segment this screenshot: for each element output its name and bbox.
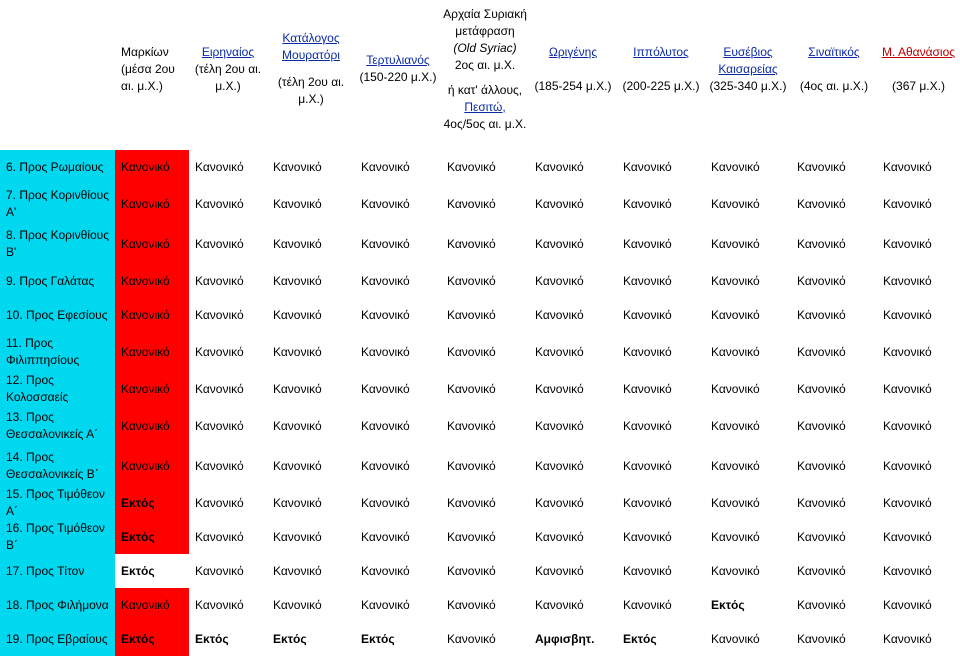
status-cell: Κανονικό [797, 160, 846, 174]
status-cell: Κανονικό [711, 274, 760, 288]
status-cell: Κανονικό [115, 372, 189, 406]
status-cell: Κανονικό [535, 345, 584, 359]
status-cell: Κανονικό [447, 459, 496, 473]
status-cell: Κανονικό [797, 496, 846, 510]
status-cell: Κανονικό [711, 197, 760, 211]
status-cell: Κανονικό [623, 308, 672, 322]
status-cell: Κανονικό [623, 197, 672, 211]
status-cell: Κανονικό [535, 160, 584, 174]
status-cell: Εκτός [121, 564, 155, 578]
status-cell: Κανονικό [361, 197, 410, 211]
status-cell: Κανονικό [623, 345, 672, 359]
status-cell: Κανονικό [195, 160, 244, 174]
status-cell: Κανονικό [535, 308, 584, 322]
status-cell: Κανονικό [273, 419, 322, 433]
header-line: (185-254 μ.Χ.) [534, 78, 612, 93]
status-cell: Εκτός [115, 622, 189, 656]
status-cell: Κανονικό [535, 530, 584, 544]
status-cell: Κανονικό [361, 459, 410, 473]
status-cell: Κανονικό [447, 308, 496, 322]
status-cell: Κανονικό [535, 564, 584, 578]
header-line: αι. μ.Χ.) [121, 78, 163, 93]
table-row [0, 486, 960, 520]
header-line: ή κατ' άλλους, [447, 82, 523, 97]
status-cell: Κανονικό [883, 564, 932, 578]
status-cell: Κανονικό [711, 564, 760, 578]
header-link[interactable]: Καισαρείας [718, 61, 778, 76]
header-muratorian[interactable] [267, 0, 355, 138]
table-row [0, 150, 960, 184]
status-cell: Κανονικό [623, 274, 672, 288]
status-cell: Κανονικό [273, 274, 322, 288]
status-cell: Κανονικό [273, 530, 322, 544]
status-cell: Κανονικό [447, 632, 496, 646]
header-hippolytus[interactable] [617, 0, 705, 138]
status-cell: Κανονικό [115, 406, 189, 446]
status-cell: Κανονικό [273, 382, 322, 396]
status-cell: Κανονικό [273, 459, 322, 473]
status-cell: Κανονικό [883, 459, 932, 473]
header-line: μ.Χ.) [298, 92, 324, 106]
status-cell: Κανονικό [797, 382, 846, 396]
status-cell: Κανονικό [273, 598, 322, 612]
status-cell: Κανονικό [883, 382, 932, 396]
status-cell: Κανονικό [447, 419, 496, 433]
status-cell: Κανονικό [447, 197, 496, 211]
status-cell: Κανονικό [797, 530, 846, 544]
table-row [0, 184, 960, 224]
status-cell: Κανονικό [883, 496, 932, 510]
header-line: (Old Syriac) [453, 40, 517, 55]
status-cell: Εκτός [711, 598, 745, 612]
table-row [0, 588, 960, 622]
status-cell: Κανονικό [115, 150, 189, 184]
header-tertullian[interactable] [355, 0, 441, 138]
status-cell: Κανονικό [195, 564, 244, 578]
status-cell: Κανονικό [535, 598, 584, 612]
status-cell: Κανονικό [115, 224, 189, 264]
status-cell: Κανονικό [361, 496, 410, 510]
status-cell: Κανονικό [273, 345, 322, 359]
status-cell: Κανονικό [195, 308, 244, 322]
status-cell: Κανονικό [535, 274, 584, 288]
table-row [0, 264, 960, 298]
status-cell: Κανονικό [195, 274, 244, 288]
status-cell: Κανονικό [115, 332, 189, 372]
status-cell: Κανονικό [447, 382, 496, 396]
status-cell: Κανονικό [195, 459, 244, 473]
header-marcion [115, 0, 189, 138]
status-cell: Κανονικό [883, 160, 932, 174]
header-athanasius[interactable] [877, 0, 960, 138]
status-cell: Κανονικό [361, 237, 410, 251]
table-row [0, 622, 960, 656]
status-cell: Κανονικό [711, 496, 760, 510]
status-cell: Κανονικό [273, 160, 322, 174]
status-cell: Κανονικό [273, 564, 322, 578]
book-name: 7. Προς Κορινθίους Α' [0, 184, 115, 224]
status-cell: Κανονικό [883, 237, 932, 251]
table-row [0, 332, 960, 372]
table-body [0, 150, 960, 656]
status-cell: Εκτός [115, 486, 189, 520]
status-cell: Κανονικό [535, 197, 584, 211]
status-cell: Κανονικό [361, 530, 410, 544]
header-link[interactable]: Μουρατόρι [282, 48, 340, 62]
status-cell: Κανονικό [273, 237, 322, 251]
status-cell: Κανονικό [195, 382, 244, 396]
book-name: 13. Προς Θεσσαλονικείς Α΄ [0, 406, 115, 446]
header-eusebius[interactable] [705, 0, 791, 138]
status-cell: Κανονικό [711, 237, 760, 251]
status-cell: Κανονικό [535, 382, 584, 396]
header-line: (τέλη 2ου αι. [194, 61, 262, 76]
status-cell: Κανονικό [447, 160, 496, 174]
book-name: 12. Προς Κολοσσαείς [0, 372, 115, 406]
header-link[interactable]: Ευσέβιος [723, 44, 773, 59]
status-cell: Κανονικό [115, 298, 189, 332]
status-cell: Κανονικό [797, 598, 846, 612]
status-cell: Κανονικό [883, 345, 932, 359]
status-cell: Κανονικό [623, 496, 672, 510]
header-link[interactable]: Τερτυλιανός [366, 53, 430, 67]
table-row [0, 224, 960, 264]
header-link[interactable]: Ωριγένης [548, 44, 598, 59]
status-cell: Κανονικό [115, 184, 189, 224]
header-link[interactable]: Μ. Αθανάσιος [881, 44, 956, 59]
status-cell: Εκτός [195, 632, 229, 646]
status-cell: Κανονικό [711, 459, 760, 473]
status-cell: Κανονικό [797, 345, 846, 359]
status-cell: Αμφισβητ. [535, 632, 595, 646]
header-link[interactable]: Σιναϊτικός [808, 44, 860, 59]
book-name: 8. Προς Κορινθίους Β' [0, 224, 115, 264]
status-cell: Κανονικό [447, 598, 496, 612]
status-cell: Κανονικό [115, 446, 189, 486]
status-cell: Κανονικό [361, 274, 410, 288]
status-cell: Κανονικό [273, 308, 322, 322]
header-syriac[interactable] [441, 0, 529, 138]
header-line: μετάφραση [455, 23, 515, 38]
status-cell: Κανονικό [361, 419, 410, 433]
status-cell: Κανονικό [361, 345, 410, 359]
status-cell: Κανονικό [797, 308, 846, 322]
status-cell: Κανονικό [883, 197, 932, 211]
header-link[interactable]: Κατάλογος [282, 31, 340, 45]
status-cell: Κανονικό [535, 459, 584, 473]
status-cell: Εκτός [623, 632, 657, 646]
header-line: (150-220 μ.Χ.) [359, 70, 437, 84]
status-cell: Κανονικό [797, 237, 846, 251]
header-line: μ.Χ.) [215, 78, 241, 93]
header-line: 2ος αι. μ.Χ. [454, 57, 516, 72]
status-cell: Κανονικό [797, 419, 846, 433]
book-name: 16. Προς Τιμόθεον Β΄ [0, 520, 115, 554]
table-row [0, 554, 960, 588]
status-cell: Κανονικό [623, 598, 672, 612]
header-sinaiticus[interactable] [791, 0, 877, 138]
status-cell: Κανονικό [195, 419, 244, 433]
header-line: 4ος/5ος αι. μ.Χ. [443, 116, 527, 131]
status-cell: Κανονικό [115, 264, 189, 298]
book-name: 17. Προς Τίτον [0, 554, 115, 588]
status-cell: Κανονικό [623, 237, 672, 251]
status-cell: Κανονικό [195, 237, 244, 251]
status-cell: Κανονικό [883, 419, 932, 433]
status-cell: Κανονικό [711, 308, 760, 322]
status-cell: Κανονικό [195, 530, 244, 544]
header-corner [0, 0, 115, 138]
status-cell: Κανονικό [711, 632, 760, 646]
status-cell: Κανονικό [535, 237, 584, 251]
status-cell: Κανονικό [115, 588, 189, 622]
status-cell: Κανονικό [361, 160, 410, 174]
table-row [0, 406, 960, 446]
status-cell: Κανονικό [711, 419, 760, 433]
status-cell: Κανονικό [195, 496, 244, 510]
status-cell: Κανονικό [535, 419, 584, 433]
header-irenaeus[interactable] [189, 0, 267, 138]
status-cell: Εκτός [115, 520, 189, 554]
book-name: 19. Προς Εβραίους [0, 622, 115, 656]
table-row [0, 298, 960, 332]
status-cell: Κανονικό [797, 564, 846, 578]
status-cell: Εκτός [361, 632, 395, 646]
status-cell: Κανονικό [447, 345, 496, 359]
status-cell: Κανονικό [797, 632, 846, 646]
status-cell: Κανονικό [883, 598, 932, 612]
status-cell: Εκτός [273, 632, 307, 646]
table-row [0, 372, 960, 406]
status-cell: Κανονικό [447, 237, 496, 251]
book-name: 14. Προς Θεσσαλονικείς Β΄ [0, 446, 115, 486]
status-cell: Κανονικό [195, 345, 244, 359]
book-name: 10. Προς Εφεσίους [0, 298, 115, 332]
status-cell: Κανονικό [535, 496, 584, 510]
status-cell: Κανονικό [883, 308, 932, 322]
status-cell: Κανονικό [797, 197, 846, 211]
status-cell: Κανονικό [273, 197, 322, 211]
status-cell: Κανονικό [361, 382, 410, 396]
header-line: Μαρκίων [121, 44, 169, 59]
header-origen[interactable] [529, 0, 617, 138]
status-cell: Κανονικό [361, 308, 410, 322]
status-cell: Κανονικό [273, 496, 322, 510]
header-line: (μέσα 2ου [121, 61, 175, 76]
status-cell: Κανονικό [623, 530, 672, 544]
status-cell: Κανονικό [883, 274, 932, 288]
header-link[interactable]: Ιππόλυτος [633, 44, 689, 59]
status-cell: Κανονικό [797, 274, 846, 288]
status-cell: Κανονικό [361, 564, 410, 578]
header-link[interactable]: Ειρηναίος [201, 44, 255, 59]
status-cell: Κανονικό [447, 530, 496, 544]
table-row [0, 446, 960, 486]
status-cell: Κανονικό [623, 382, 672, 396]
status-cell: Κανονικό [711, 345, 760, 359]
status-cell: Κανονικό [623, 160, 672, 174]
status-cell: Κανονικό [623, 459, 672, 473]
header-line: (4ος αι. μ.Χ.) [799, 78, 869, 93]
status-cell: Κανονικό [623, 564, 672, 578]
status-cell: Κανονικό [711, 160, 760, 174]
status-cell: Κανονικό [195, 197, 244, 211]
header-line: (τέλη 2ου αι. [277, 75, 345, 89]
header-link[interactable]: Πεσιτώ, [464, 99, 506, 114]
status-cell: Κανονικό [883, 530, 932, 544]
book-name: 15. Προς Τιμόθεον Α΄ [0, 486, 115, 520]
header-line: (200-225 μ.Χ.) [622, 78, 700, 93]
book-name: 11. Προς Φιλιππησίους [0, 332, 115, 372]
status-cell: Κανονικό [447, 274, 496, 288]
status-cell: Κανονικό [447, 496, 496, 510]
status-cell: Κανονικό [447, 564, 496, 578]
header-spacer [0, 138, 960, 150]
header-line: (367 μ.Χ.) [892, 78, 945, 93]
header-line: Αρχαία Συριακή [443, 6, 527, 21]
status-cell: Κανονικό [195, 598, 244, 612]
status-cell: Κανονικό [623, 419, 672, 433]
book-name: 18. Προς Φιλήμονα [0, 588, 115, 622]
status-cell: Κανονικό [361, 598, 410, 612]
status-cell: Κανονικό [797, 459, 846, 473]
status-cell: Κανονικό [883, 632, 932, 646]
status-cell: Κανονικό [711, 530, 760, 544]
header-line: (325-340 μ.Χ.) [709, 78, 787, 93]
status-cell: Κανονικό [711, 382, 760, 396]
book-name: 9. Προς Γαλάτας [0, 264, 115, 298]
table-row [0, 520, 960, 554]
book-name: 6. Προς Ρωμαίους [0, 150, 115, 184]
